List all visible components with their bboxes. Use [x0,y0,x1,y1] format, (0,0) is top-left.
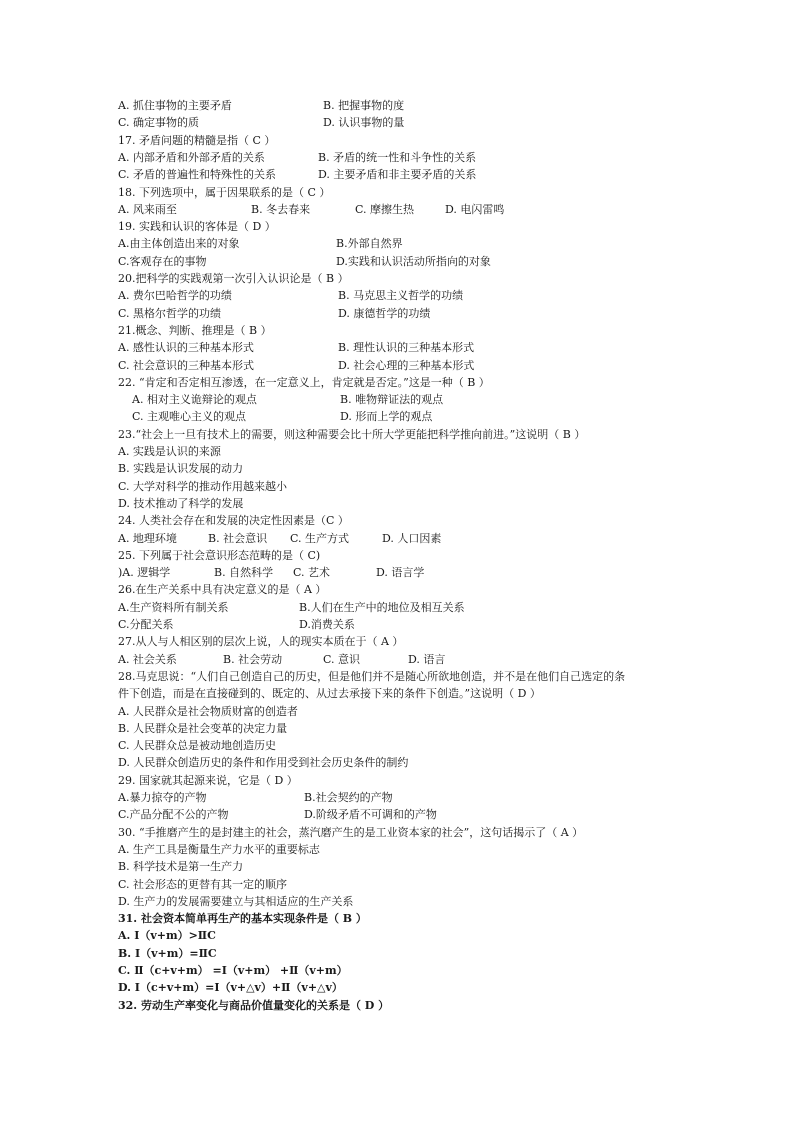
option-text: A. 费尔巴哈哲学的功绩 [118,289,232,303]
option-text: A. 抓住事物的主要矛盾 [118,99,232,112]
line-text: D. 人民群众创造历史的条件和作用受到社会历史条件的制约 [118,756,409,770]
option-text: A.暴力掠夺的产物 [118,791,207,804]
line-text: B. Ⅰ（v+m）=ⅡC [118,946,217,960]
option-text: A. 风来雨至 [118,202,177,216]
option-text: B. 理性认识的三种基本形式 [338,341,475,355]
option-text: B. 唯物辩证法的观点 [340,393,444,407]
option-text: B.外部自然界 [336,237,403,251]
line-text: A. 生产工具是衡量生产力水平的重要标志 [118,842,320,856]
option-text: C. 黑格尔哲学的功绩 [118,306,222,320]
option-text: A.生产资料所有制关系 [118,600,229,614]
option-text: D.实践和认识活动所指向的对象 [336,254,491,268]
line-text: 28.马克思说：“人们自己创造自己的历史，但是他们并不是随心所欲地创造，并不是在他们自己选定的条 [118,669,626,683]
option-text: A. 社会关系 [118,652,177,666]
line-text: 18. 下列选项中，属于因果联系的是（ C ） [118,185,331,199]
option-text: C. 确定事物的质 [118,116,200,130]
option-text: D.消费关系 [299,618,355,631]
line-text: C. 社会形态的更替有其一定的顺序 [118,877,288,891]
option-text: A. 内部矛盾和外部矛盾的关系 [118,150,265,164]
line-text: 24. 人类社会存在和发展的决定性因素是（C ） [118,514,349,528]
option-text: B. 马克思主义哲学的功绩 [338,289,464,303]
option-text: C.客观存在的事物 [118,254,207,268]
option-text: C. 意识 [323,652,361,666]
line-text: 件下创造，而是在直接碰到的、既定的、从过去承接下来的条件下创造。”这说明（ D ） [118,687,541,701]
option-text: D. 社会心理的三种基本形式 [338,358,475,372]
line-text: D. 生产力的发展需要建立与其相适应的生产关系 [118,894,354,908]
option-text: B. 自然科学 [214,566,274,580]
option-text: D.阶级矛盾不可调和的产物 [304,808,437,822]
option-text: D. 认识事物的量 [323,116,405,130]
line-text: 25. 下列属于社会意识形态范畴的是（ C) [118,548,321,562]
option-text: B. 矛盾的统一性和斗争性的关系 [318,150,477,164]
line-text: 26.在生产关系中具有决定意义的是（ A ） [118,583,327,597]
line-text: 30. “手推磨产生的是封建主的社会，蒸汽磨产生的是工业资本家的社会”，这句话揭示了（ A ） [118,825,584,839]
option-text: D. 人口因素 [382,531,442,545]
option-text: C. 矛盾的普遍性和特殊性的关系 [118,168,277,182]
line-text: 31. 社会资本简单再生产的基本实现条件是（ B ） [118,912,367,926]
line-text: A. 人民群众是社会物质财富的创造者 [118,704,298,718]
line-text: 19. 实践和认识的客体是（ D ） [118,220,276,234]
line-text: D. Ⅰ（c+v+m）=Ⅰ（v+△v）+Ⅱ（v+△v） [118,981,343,995]
option-text: A. 相对主义诡辩论的观点 [132,393,257,407]
option-text: C. 艺术 [293,566,331,580]
line-text: 17. 矛盾问题的精髓是指（ C ） [118,133,276,147]
option-text: A. 感性认识的三种基本形式 [118,341,254,355]
line-text: 22. “肯定和否定相互渗透，在一定意义上，肯定就是否定。”这是一种（ B ） [118,375,490,389]
option-text: D. 语言学 [376,566,425,580]
line-text: C. 大学对科学的推动作用越来越小 [118,479,288,493]
line-text: B. 科学技术是第一生产力 [118,860,244,874]
line-text: B. 实践是认识发展的动力 [118,462,244,476]
option-text: B.社会契约的产物 [304,791,393,804]
line-text: 32. 劳动生产率变化与商品价值量变化的关系是（ D ） [118,998,390,1012]
option-text: B. 冬去春来 [251,202,311,216]
line-text: 23.“社会上一旦有技术上的需要，则这种需要会比十所大学更能把科学推向前进。”这说明（ B ） [118,427,586,441]
line-text: C. 人民群众总是被动地创造历史 [118,739,277,753]
line-text: A. 实践是认识的来源 [118,445,221,458]
option-text: D. 康德哲学的功绩 [338,306,431,320]
option-text: C. 社会意识的三种基本形式 [118,358,255,372]
option-text: )A. 逻辑学 [118,566,171,580]
option-text: A.由主体创造出来的对象 [118,237,240,251]
option-text: B. 把握事物的度 [323,99,405,112]
line-text: C. Ⅱ（c+v+m） =Ⅰ（v+m） +Ⅱ（v+m） [118,964,348,977]
line-text: 27.从人与人相区别的层次上说，人的现实本质在于（ A ） [118,635,404,649]
option-text: B.人们在生产中的地位及相互关系 [299,600,465,614]
line-text: 21.概念、判断、推理是（ B ） [118,323,272,337]
option-text: C. 主观唯心主义的观点 [132,410,247,424]
option-text: D. 电闪雷鸣 [445,202,505,216]
option-text: B. 社会意识 [208,531,268,545]
option-text: A. 地理环境 [118,531,177,545]
option-text: D. 主要矛盾和非主要矛盾的关系 [318,168,477,182]
option-text: B. 社会劳动 [223,652,283,666]
option-text: C.产品分配不公的产物 [118,808,229,822]
line-text: A. Ⅰ（v+m）>ⅡC [118,929,216,943]
line-text: B. 人民群众是社会变革的决定力量 [118,721,288,735]
option-text: C.分配关系 [118,618,174,631]
option-text: C. 生产方式 [290,531,350,545]
option-text: D. 形而上学的观点 [340,410,433,424]
line-text: 29. 国家就其起源来说，它是（ D ） [118,773,298,787]
option-text: C. 摩擦生热 [355,202,415,216]
line-text: D. 技术推动了科学的发展 [118,496,244,510]
line-text: 20.把科学的实践观第一次引入认识论是（ B ） [118,272,349,285]
option-text: D. 语言 [408,652,446,666]
